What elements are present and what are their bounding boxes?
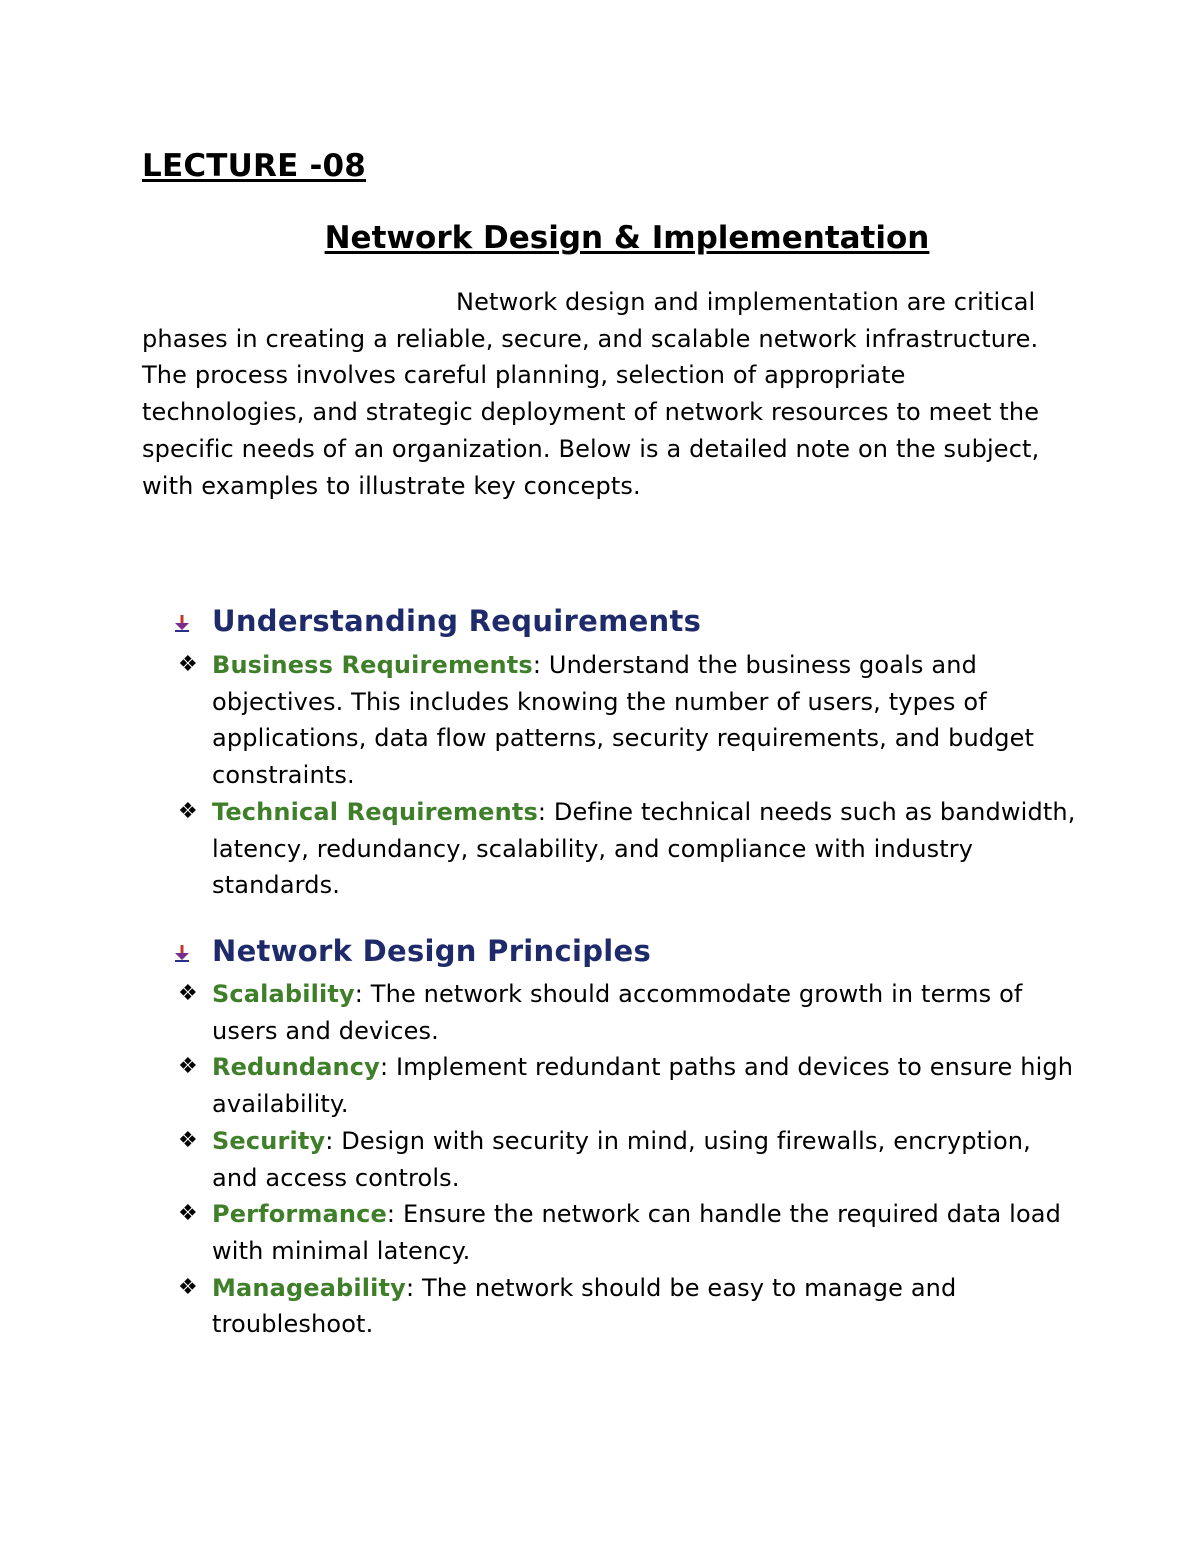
item-text: The network should accommodate growth in terms of users and devices. xyxy=(212,980,1023,1045)
diamond-bullet-icon: ❖ xyxy=(178,981,198,1006)
diamond-bullet-icon: ❖ xyxy=(178,1127,198,1153)
list-item xyxy=(178,1049,1078,1122)
term-separator: : xyxy=(537,797,547,826)
term-label: Scalability xyxy=(212,980,355,1008)
term-label: Security xyxy=(212,1126,326,1155)
principles-list xyxy=(178,976,1078,1343)
item-text: Understand the business goals and objectives. This includes knowing the number of users, types of applications, data flow patterns, security requirements, and budget constraints. xyxy=(212,651,1035,790)
term-separator: : xyxy=(405,1273,415,1302)
term-separator: : xyxy=(325,1126,334,1155)
page-title: Network Design & Implementation xyxy=(324,220,930,256)
item-text: Ensure the network can handle the required data load with minimal latency. xyxy=(212,1200,1062,1265)
lecture-label: LECTURE -08 xyxy=(142,148,367,184)
term-separator: : xyxy=(354,980,364,1008)
list-item xyxy=(178,794,1078,904)
intro-paragraph: Network design and implementation are critical phases in creating a reliable, secure, and scalable network infrastructure. The process involves careful planning, selection of appropriate technologies, and strategic deployment of network resources to meet the specific needs of an organization. Below is a detailed note on the subject, with examples to illustrate key concepts. xyxy=(142,288,1040,500)
section-heading-text: Understanding Requirements xyxy=(212,604,702,638)
term-separator: : xyxy=(532,651,542,679)
requirements-list xyxy=(178,647,1078,904)
section-heading-understanding-requirements xyxy=(174,604,701,640)
term-label: Technical Requirements xyxy=(212,797,538,826)
list-item xyxy=(178,1196,1078,1269)
item-text: Define technical needs such as bandwidth, latency, redundancy, scalability, and compliance with industry standards. xyxy=(212,797,1076,900)
term-label: Redundancy xyxy=(212,1053,380,1082)
item-text: Design with security in mind, using firewalls, encryption, and access controls. xyxy=(212,1126,1031,1192)
diamond-bullet-icon: ❖ xyxy=(178,798,198,824)
term-separator: : xyxy=(379,1053,389,1082)
list-item xyxy=(178,1123,1078,1196)
diamond-bullet-icon: ❖ xyxy=(178,652,198,677)
term-label: Business Requirements xyxy=(212,651,533,679)
diamond-bullet-icon: ❖ xyxy=(178,1201,198,1227)
section-heading-network-design-principles xyxy=(174,934,651,970)
arrow-down-bullet-icon xyxy=(174,936,212,970)
list-item xyxy=(178,647,1078,794)
diamond-bullet-icon: ❖ xyxy=(178,1054,198,1080)
item-text: Implement redundant paths and devices to ensure high availability. xyxy=(212,1053,1074,1119)
section-heading-text: Network Design Principles xyxy=(212,934,652,968)
diamond-bullet-icon: ❖ xyxy=(178,1274,198,1300)
list-item xyxy=(178,1270,1078,1343)
arrow-down-bullet-icon xyxy=(174,606,212,640)
term-separator: : xyxy=(386,1200,396,1229)
list-item xyxy=(178,976,1078,1049)
item-text: The network should be easy to manage and troubleshoot. xyxy=(212,1273,957,1339)
term-label: Performance xyxy=(212,1200,387,1229)
term-label: Manageability xyxy=(212,1273,406,1302)
